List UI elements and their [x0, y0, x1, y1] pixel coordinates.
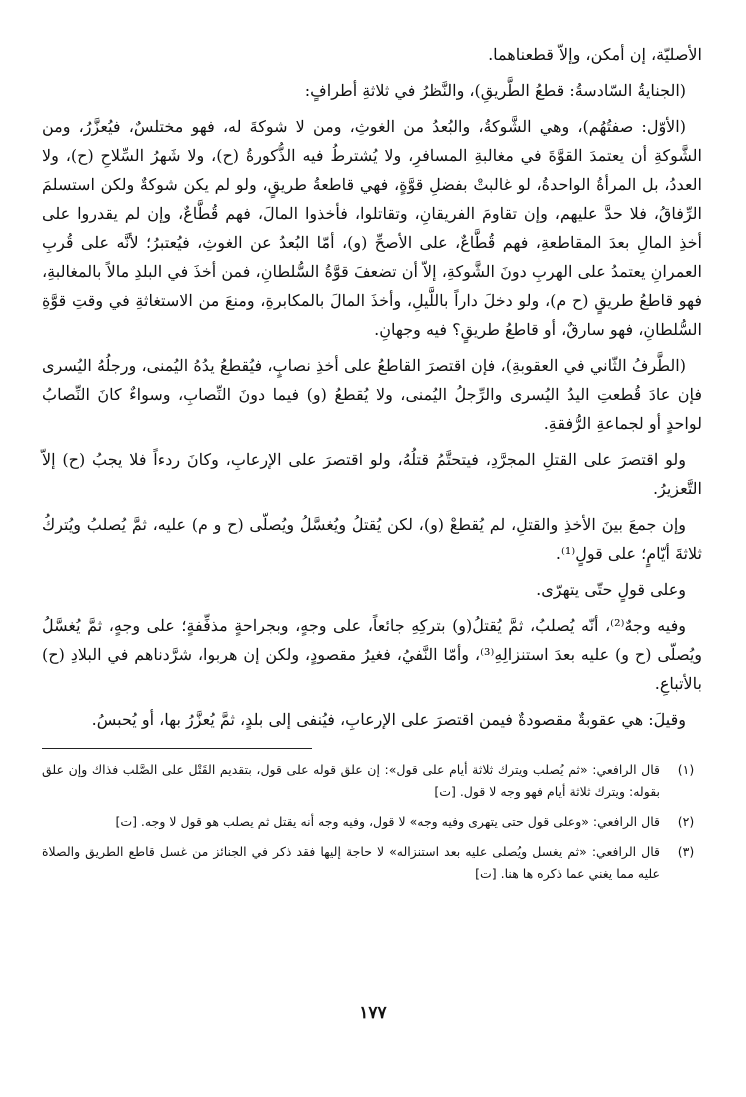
footnote-number: (١) [677, 762, 695, 777]
footnote-text: قال الرافعي: «ثم يغسل ويُصلى عليه بعد استنزاله» لا حاجة إليها فقد ذكر في الجنائز من غسل قاطع الطريق والصلاة عليه مما يغني عما ذكره ها هنا. [ت] [42, 844, 660, 881]
footnotes [42, 759, 702, 885]
paragraph-5: ولو اقتصرَ على القتلِ المجرَّدِ، فيتحتَّمُ قتلُهُ، ولو اقتصرَ على الإرعابِ، وكانَ ردءاً فلا يجبُ (ح) إلاّ التَّعزيرُ. [42, 450, 702, 498]
paragraph-7: وعلى قولٍ حتّى يتهرّى. [536, 580, 686, 599]
footnote-1 [42, 759, 702, 803]
document-page [42, 40, 702, 1070]
paragraph-2-section-heading: (الجنايةُ السّادسةُ: قطعُ الطَّريقِ)، والنَّظرُ في ثلاثةِ أطرافٍ: [304, 81, 686, 100]
paragraph-3: (الأوّل: صفتُهُم)، وهي الشَّوكةُ، والبُعدُ من الغوثِ، ومن لا شوكةَ له، فهو مختلسٌ، فيُعزَّرُ، ومن الشَّوكةِ أن يعتمدَ القوَّةَ في مغالبةِ المسافرِ، ولا يُشترطُ فيه الذُّكورةُ (ح)، ولا شَهرُ السِّلاحِ (ح)، ولا العددُ، بل المرأةُ الواحدةُ، لو غالبتْ بفضلِ قوَّةٍ، فهي قاطعةُ طريقٍ، ولو لم يكن شوكةٌ ولكن استسلمَ الرِّفاقُ، فلا حدَّ عليهم، وإن تقاومَ الفريقانِ، وتقاتلوا، فأخذوا المالَ، فهم قُطَّاعٌ، وإن لم يقدروا على أخذِ المالِ بعدَ المقاطعةِ، فهم قُطَّاعٌ، على الأصحِّ (و)، أمّا البُعدُ عن الغوثِ، فيُعتبرُ؛ لأنَّه على قُربِ العمرانِ يعتمدُ على الهربِ دونَ الشَّوكةِ، إلاّ أن تضعفَ قوَّةُ السُّلطانِ، فمن أخذَ في البلدِ مالاً بالمغالبةِ، فهو قاطعُ طريقٍ (ح م)، ولو دخلَ داراً باللَّيلِ، وأخذَ المالَ بالمكابرةِ، ومنعَ من الاستغاثةِ في وقتِ قوَّةِ السُّلطانِ، فهو سارقٌ، أو قاطعُ طريقٍ؟ فيه وجهانِ. [42, 117, 702, 339]
page-number: ١٧٧ [359, 1003, 387, 1023]
footnote-text: قال الرافعي: «ثم يُصلب ويترك ثلاثة أيام على قول»: إن علق قوله على قول، بتقديم القَتْل على الصَّلب فذاك وإن علق بقوله: ويترك ثلاثة أيام فهو وجه لا قول. [ت] [42, 762, 660, 799]
paragraph-1: الأصليّة، إن أمكن، وإلاّ قطعناهما. [488, 45, 702, 64]
footnote-text: قال الرافعي: «وعلى قول حتى يتهرى وفيه وجه» لا قول، وفيه وجه أنه يقتل ثم يصلب هو قول لا وجه. [ت] [115, 814, 660, 829]
footnote-2 [42, 811, 702, 833]
paragraph-8: وفيه وجهٌ⁽²⁾، أنّه يُصلبُ، ثمَّ يُقتلُ(و) بتركِهِ جائعاً، على وجهٍ، وبجراحةٍ مذفِّفةٍ؛ على وجهٍ، ثمَّ يُغسَّلُ ويُصلّى (ح و) عليه بعدَ استنزالِهِ⁽³⁾، وأمّا النَّفيُ، فغيرُ مقصودٍ، ولكن إن هربوا، شرَّدناهم في البلادِ (ح) بالأتباعِ. [42, 616, 703, 693]
main-text [42, 40, 702, 734]
paragraph-9: وقيلَ: هي عقوبةٌ مقصودةٌ فيمن اقتصرَ على الإرعابِ، فيُنفى إلى بلدٍ، ثمَّ يُعزَّرُ بها، أو يُحبسُ. [91, 710, 686, 729]
footnote-divider [42, 748, 312, 749]
paragraph-6: وإن جمعَ بينَ الأخذِ والقتلِ، لم يُقطعْ (و)، لكن يُقتلُ ويُغسَّلُ ويُصلّى (ح و م) عليه، ثمَّ يُصلبُ ويُتركُ ثلاثةَ أيّامٍ؛ على قولٍ⁽¹⁾. [42, 515, 702, 563]
footnote-number: (٣) [677, 844, 695, 859]
footnote-3 [42, 841, 702, 885]
footnote-number: (٢) [677, 814, 695, 829]
paragraph-4: (الطَّرفُ الثّاني في العقوبةِ)، فإن اقتصرَ القاطعُ على أخذِ نصابٍ، فيُقطعُ يدُهُ اليُمنى، ورجلُهُ اليُسرى فإن عادَ قُطعتِ اليدُ اليُسرى والرِّجلُ اليُمنى، ولا يُقطعُ (و) فيما دونَ النِّصابِ، وسواءٌ كانَ النِّصابُ لواحدٍ أو لجماعةِ الرُّفقةِ. [42, 356, 703, 433]
